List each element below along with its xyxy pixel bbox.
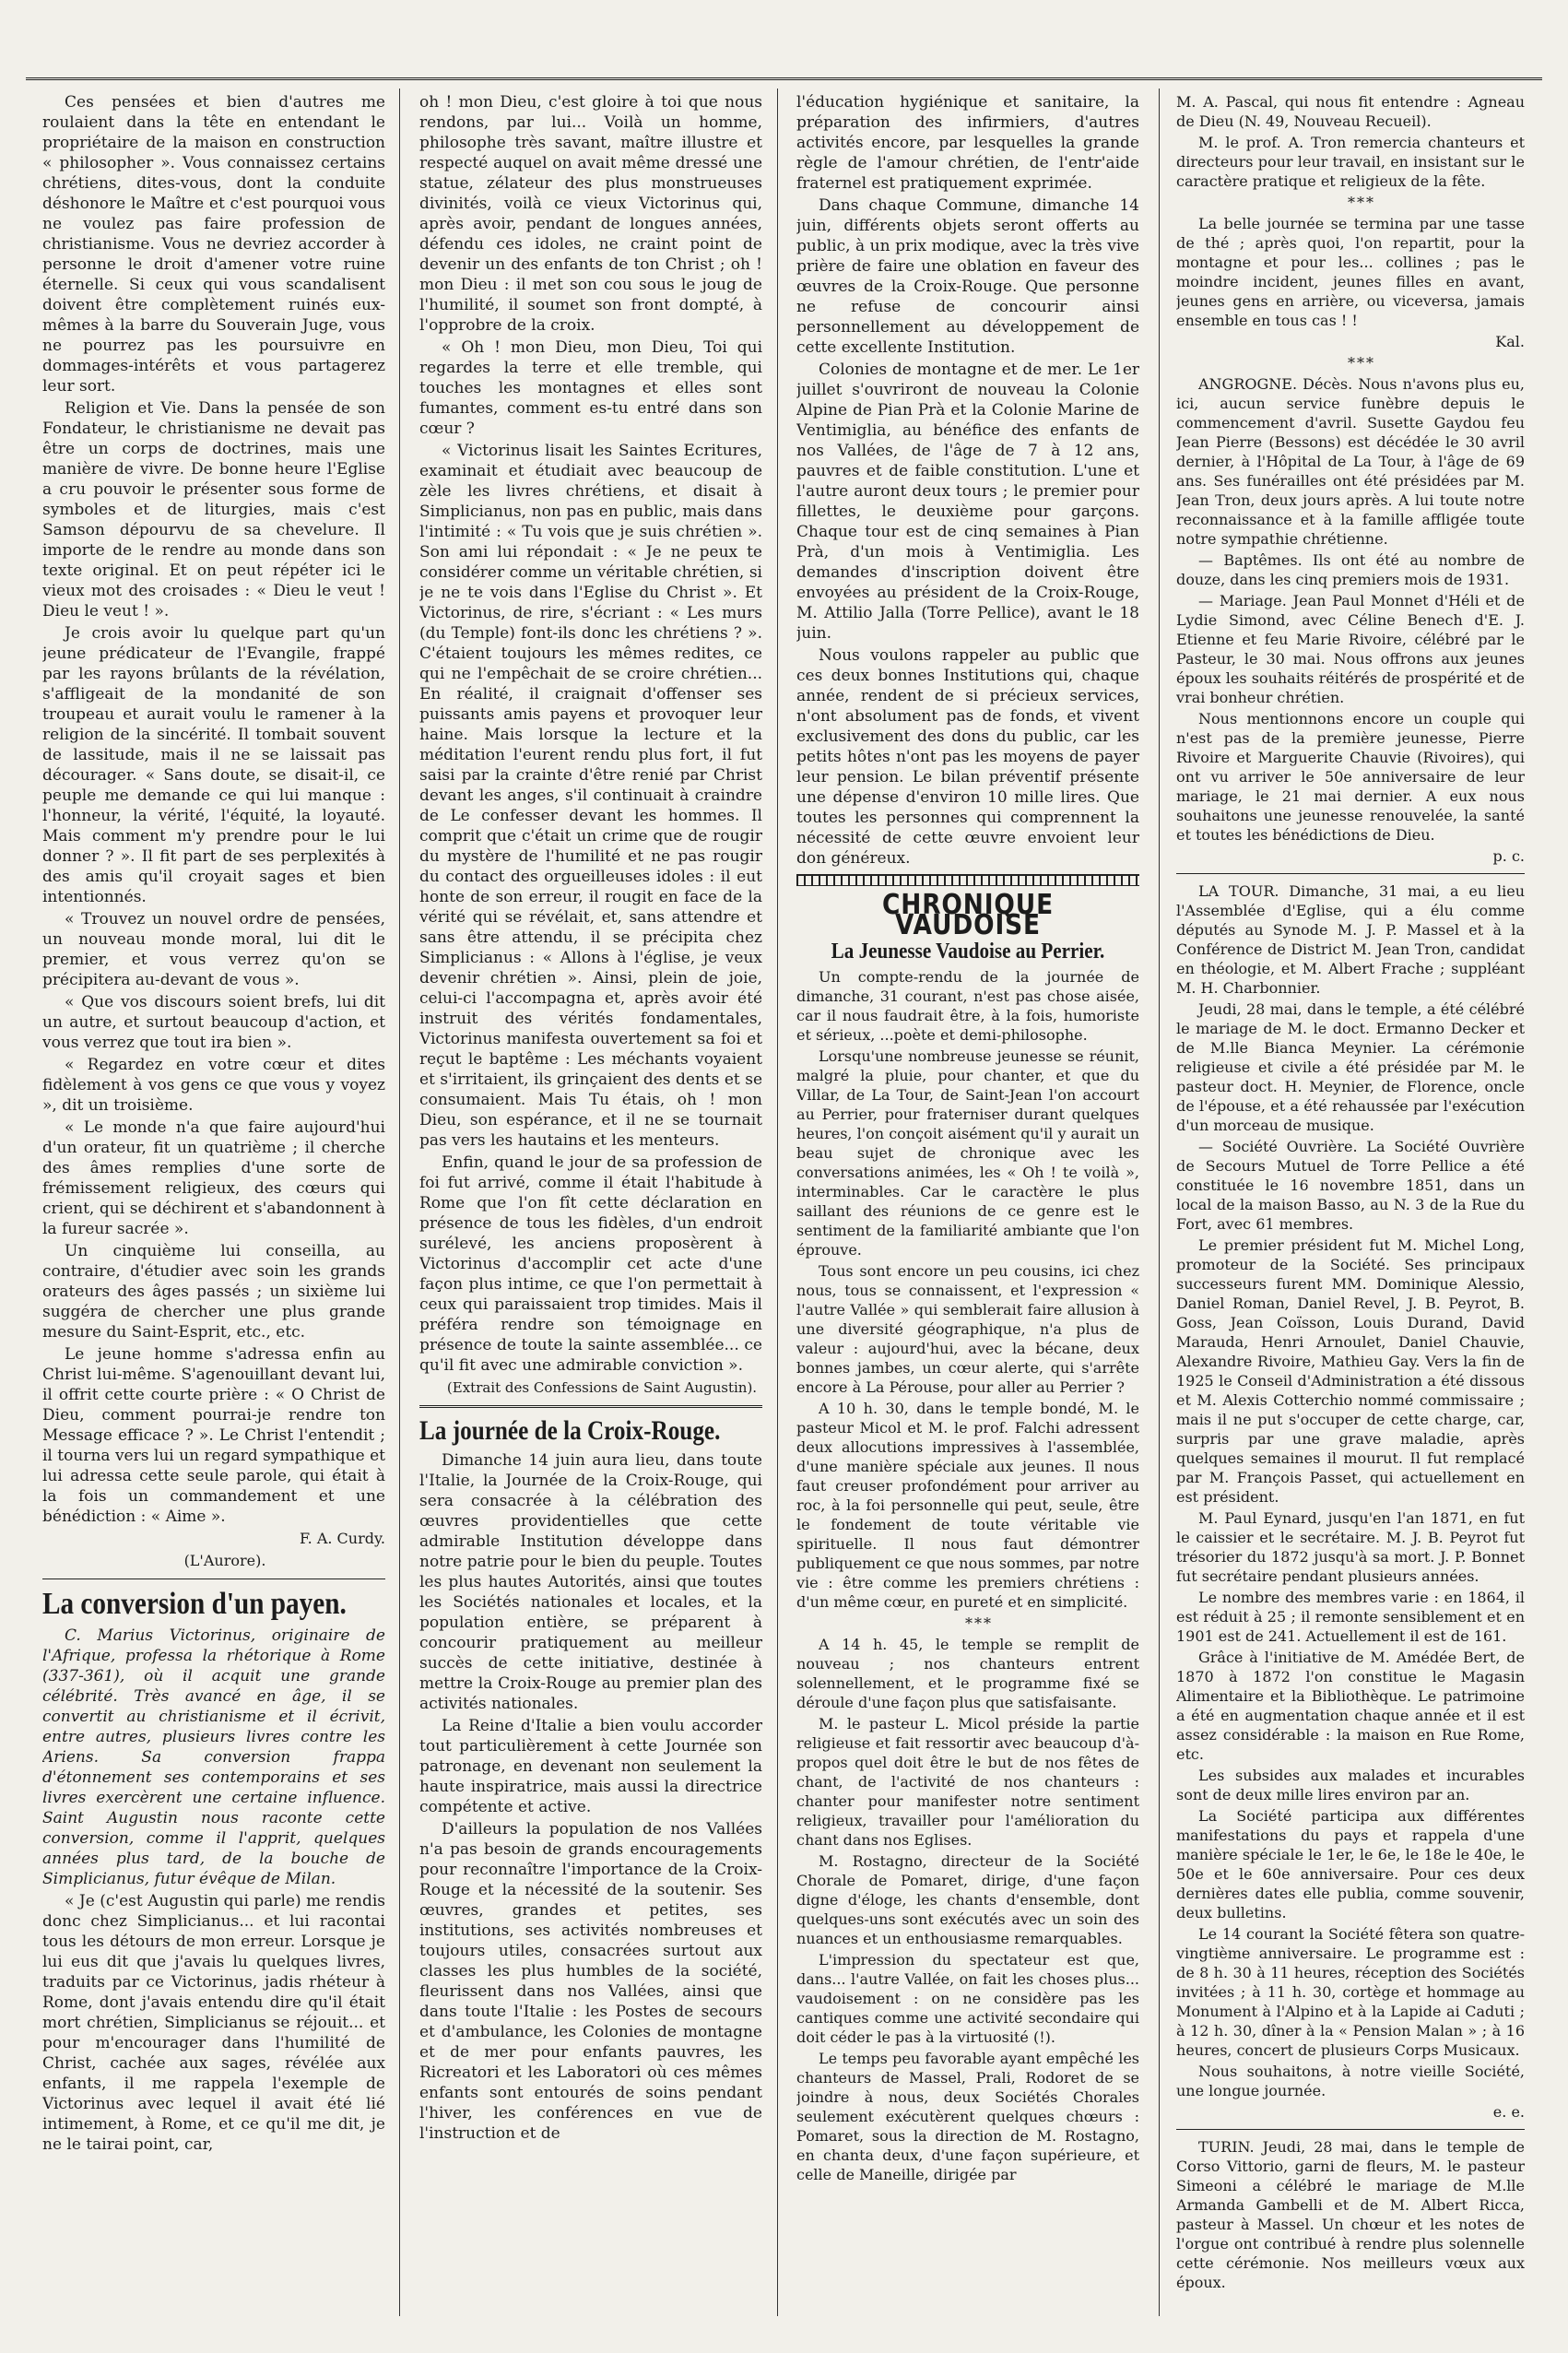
paragraph: La Société participa aux différentes manifestations du pays et rappela d'une manière spéciale le 1er, le 6e, le 18e le 40e, le 50e et le 60e anniversaire. Pour ces deux dernières dates elle publia, comme souvenir, deux bulletins. [1176, 1807, 1525, 1921]
paragraph: Nous voulons rappeler au public que ces deux bonnes Institutions qui, chaque année, rendent de si précieux services, n'ont absolument pas de fonds, et vivent exclusivement des dons du public, car les petits hôtes n'ont pas les moyens de payer leur pension. Le bilan préventif présente une dépense d'environ 10 mille lires. Que toutes les personnes qui comprennent la nécessité de cette œuvre envoient leur don généreux. [796, 646, 1139, 868]
top-rule [26, 77, 1542, 80]
paragraph: Grâce à l'initiative de M. Amédée Bert, de 1870 à 1872 l'on constitue le Magasin Alimentaire et la Bibliothèque. Le patrimoine a été en augmentation chaque année et il est assez considérable : la maison en Rue Rome, etc. [1176, 1649, 1525, 1763]
section-divider [419, 1405, 762, 1408]
separator-stars: *** [1348, 354, 1375, 372]
paragraph: M. Rostagno, directeur de la Société Chorale de Pomaret, dirige, d'une façon digne d'éloge, les chants d'ensemble, dont quelques-uns sont exécutés avec un soin des nuances et un enthousiasme remarquables. [796, 1852, 1139, 1947]
section-divider [1176, 2129, 1525, 2130]
column-2 [419, 92, 762, 2314]
paragraph: Lorsqu'une nombreuse jeunesse se réunit, malgré la pluie, pour chanter, et que du Villar, de La Tour, de Saint-Jean l'on accourt au Perrier, pour fraterniser durant quelques heures, l'on conçoit aisément qu'il y aurait un beau sujet de chronique avec les conversations animées, les « Oh ! te voilà », interminables. Car le caractère le plus saillant des réunions de ce genre est le sentiment de la familiarité ambiante que l'on éprouve. [796, 1047, 1139, 1259]
paragraph: M. le pasteur L. Micol préside la partie religieuse et fait ressortir avec beaucoup d'à-propos quel doit être le but de nos fêtes de chant, de l'activité de nos chanteurs : chanter pour manifester notre sentiment religieux, travailler pour l'amélioration du chant dans nos Eglises. [796, 1715, 1139, 1849]
paragraph: Dimanche 14 juin aura lieu, dans toute l'Italie, la Journée de la Croix-Rouge, qui sera consacrée à la célébration des œuvres providentielles que cette admirable Institution développe dans notre patrie pour le bien du peuple. Toutes les plus hautes Autorités, ainsi que toutes les Sociétés nationales et locales, et la population entière, se préparent à concourir pratiquement au meilleur succès de cette initiative, destinée à mettre la Croix-Rouge au premier plan des activités nationales. [419, 1451, 762, 1713]
paragraph: « Oh ! mon Dieu, mon Dieu, Toi qui regardes la terre et elle tremble, qui touches les montagnes et elles sont fumantes, comment es-tu entré dans son cœur ? [419, 338, 762, 438]
paragraph: Nous souhaitons, à notre vieille Société, une longue journée. [1176, 2063, 1525, 2099]
paragraph: Un compte-rendu de la journée de dimanche, 31 courant, n'est pas chose aisée, car il nous faudrait être, à la fois, humoriste et sérieux, ...poète et demi-philosophe. [796, 968, 1139, 1044]
paragraph: Nous mentionnons encore un couple qui n'est pas de la première jeunesse, Pierre Rivoire et Marguerite Chauvie (Rivoires), qui ont vu arriver le 50e anniversaire de leur mariage, le 21 mai dernier. A eux nous souhaitons une jeunesse renouvelée, la santé et toutes les bénédictions de Dieu. [1176, 710, 1525, 844]
paragraph: « Que vos discours soient brefs, lui dit un autre, et surtout beaucoup d'action, et vous verrez que tout ira bien ». [42, 993, 385, 1052]
paragraph: Religion et Vie. Dans la pensée de son Fondateur, le christianisme ne devait pas être un corps de doctrines, mais une manière de vivre. De bonne heure l'Eglise a cru pouvoir le présenter sous forme de symboles et de liturgies, mais c'est Samson dépourvu de sa chevelure. Il importe de le rendre au monde dans son texte original. Et on peut répéter ici le vieux mot des croisades : « Dieu le veut ! Dieu le veut ! ». [42, 399, 385, 621]
paragraph: Le nombre des membres varie : en 1864, il est réduit à 25 ; il remonte sensiblement et en 1901 est de 241. Actuellement il est de 161. [1176, 1589, 1525, 1645]
paragraph: LA TOUR. Dimanche, 31 mai, a eu lieu l'Assemblée d'Eglise, qui a élu comme députés au Synode M. J. P. Massel et à la Conférence de District M. Jean Tron, candidat en théologie, et M. Albert Frache ; suppléant M. H. Charbonnier. [1176, 882, 1525, 997]
paragraph: La belle journée se termina par une tasse de thé ; après quoi, l'on repartit, pour la montagne et pour les... collines ; pas le moindre incident, jeunes filles en avant, jeunes gens en arrière, ou viceversa, jamais ensemble en tous cas ! ! [1176, 215, 1525, 329]
column-4 [1176, 92, 1525, 2314]
paragraph: oh ! mon Dieu, c'est gloire à toi que nous rendons, par lui... Voilà un homme, philosophe très savant, maître illustre et respecté auquel on avait même dressé une statue, zélateur des plus monstrueuses divinités, voilà ce vieux Victorinus qui, après avoir, pendant de longues années, défendu ces idoles, ne craint point de devenir un des enfants de ton Christ ; oh ! mon Dieu : il met son cou sous le joug de l'humilité, il soumet son front dompté, à l'opprobre de la croix. [419, 93, 762, 335]
article-intro: C. Marius Victorinus, originaire de l'Afrique, professa la rhétorique à Rome (337-361), où il acquit une grande célébrité. Très avancé en âge, il se convertit au christianisme et il écrivit, entre autres, plusieurs livres contre les Ariens. Sa conversion frappa d'étonnement ses contemporains et ses livres exercèrent une certaine influence. Saint Augustin nous raconte cette conversion, comme il l'apprit, quelques années plus tard, de la bouche de Simplicianus, futur évêque de Milan. [42, 1626, 385, 1888]
signature: Kal. [1495, 333, 1525, 350]
column-rule [777, 89, 778, 2316]
paragraph: A 10 h. 30, dans le temple bondé, M. le pasteur Micol et M. le prof. Falchi adressent deux allocutions impressives à l'assemblée, d'une manière spéciale aux jeunes. Il nous faut creuser profondément pour arriver au roc, à la foi personnelle qui peut, seule, être le fondement de toute véritable vie spirituelle. Il nous faut démontrer publiquement ce que nous sommes, par notre vie : être comme les premiers chrétiens : d'un même cœur, en pureté et en simplicité. [796, 1400, 1139, 1611]
paragraph: « Trouvez un nouvel ordre de pensées, un nouveau monde moral, lui dit le premier, et vous verrez qu'on se précipitera au-devant de vous ». [42, 910, 385, 989]
paragraph: Enfin, quand le jour de sa profession de foi fut arrivé, comme il était l'habitude à Rome que l'on fît cette déclaration en présence de tous les fidèles, d'un endroit surélevé, les anciens proposèrent à Victorinus d'accomplir cet acte d'une façon plus intime, ce que l'on permettait à ceux qui paraissaient trop timides. Mais il préféra rendre son témoignage en présence de toute la sainte assemblée... ce qu'il fit avec une admirable conviction ». [419, 1153, 762, 1375]
signature: e. e. [1492, 2103, 1525, 2121]
paragraph: Dans chaque Commune, dimanche 14 juin, différents objets seront offerts au public, à un prix modique, avec la très vive prière de faire une oblation en faveur des œuvres de la Croix-Rouge. Que personne ne refuse de concourir ainsi personnellement au développement de cette excellente Institution. [796, 196, 1139, 357]
paragraph: Les subsides aux malades et incurables sont de deux mille lires environ par an. [1176, 1767, 1525, 1803]
paragraph: « Le monde n'a que faire aujourd'hui d'un orateur, fit un quatrième ; il cherche des âmes remplies d'une sorte de frémissement religieux, des cœurs qui crient, qui se déchirent et s'abandonnent à la fureur sacrée ». [42, 1118, 385, 1238]
paragraph: M. le prof. A. Tron remercia chanteurs et directeurs pour leur travail, en insistant sur le caractère pratique et religieux de la fête. [1176, 134, 1525, 190]
paragraph: ANGROGNE. Décès. Nous n'avons plus eu, ici, aucun service funèbre depuis le commencement d'avril. Susette Gaydou feu Jean Pierre (Bessons) est décédée le 30 avril dernier, à l'Hôpital de La Tour, à l'âge de 69 ans. Ses funérailles ont été présidées par M. Jean Tron, deux jours après. A lui toute notre reconnaissance et à la famille affligée toute notre sympathie chrétienne. [1176, 375, 1525, 548]
paragraph: Un cinquième lui conseilla, au contraire, d'étudier avec soin les grands orateurs des âges passés ; un sixième lui suggéra de chercher une plus grande mesure du Saint-Esprit, etc., etc. [42, 1242, 385, 1342]
paragraph: La Reine d'Italie a bien voulu accorder tout particulièrement à cette Journée son patronage, en devenant non seulement la haute inspiratrice, mais aussi la directrice compétente et active. [419, 1717, 762, 1816]
paragraph: L'impression du spectateur est que, dans... l'autre Vallée, on fait les choses plus... vaudoisement : on ne considère pas les cantiques comme une activité secondaire qui doit céder le pas à la virtuosité (!). [796, 1951, 1139, 2046]
paragraph: « Je (c'est Augustin qui parle) me rendis donc chez Simplicianus... et lui racontai tous les détours de mon erreur. Lorsque je lui eus dit que j'avais lu quelques livres, traduits par ce Victorinus, jadis rhéteur à Rome, dont j'avais entendu dire qu'il était mort chrétien, Simplicianus se réjouit... et pour m'encourager dans l'humilité de Christ, cachée aux sages, révélée aux enfants, il me rappela l'exemple de Victorinus avec lequel il avait été lié intimement, à Rome, et ce qu'il me dit, je ne le tairai point, car, [42, 1892, 385, 2154]
column-rule [399, 89, 400, 2316]
section-divider [1176, 873, 1525, 874]
paragraph: Jeudi, 28 mai, dans le temple, a été célébré le mariage de M. le doct. Ermanno Decker et de M.lle Bianca Meynier. La cérémonie religieuse et civile a été présidée par M. le pasteur doct. H. Meynier, de Florence, oncle de l'épouse, et a été rehaussée par l'exécution d'un morceau de musique. [1176, 1000, 1525, 1134]
paragraph: — Société Ouvrière. La Société Ouvrière de Secours Mutuel de Torre Pellice a été constituée le 16 novembre 1851, dans un local de la maison Basso, au N. 3 de la Rue du Fort, avec 61 membres. [1176, 1138, 1525, 1233]
paragraph: D'ailleurs la population de nos Vallées n'a pas besoin de grands encouragements pour reconnaître l'importance de la Croix-Rouge et la nécessité de la soutenir. Ses œuvres, grandes et petites, ses institutions, ses activités nombreuses et toujours utiles, consacrées surtout aux classes les plus humbles de la société, fleurissent dans nos Vallées, ainsi que dans toute l'Italie : les Postes de secours et d'ambulance, les Colonies de montagne et de mer pour enfants pauvres, les Ricreatori et les Laboratori où ces mêmes enfants sont entourés de soins pendant l'hiver, les conférences en vue de l'instruction et de [419, 1820, 762, 2143]
article-title: La conversion d'un payen. [42, 1587, 347, 1621]
signature: F. A. Curdy. [300, 1530, 385, 1547]
article-body [796, 967, 1139, 2184]
paragraph: TURIN. Jeudi, 28 mai, dans le temple de Corso Vittorio, garni de fleurs, M. le pasteur Simeoni a célébré le mariage de M.lle Armanda Gambelli et de M. Albert Ricca, pasteur à Massel. Un chœur et les notes de l'orgue ont contribué à rendre plus solennelle cette cérémonie. Nos meilleurs vœux aux époux. [1176, 2138, 1525, 2291]
signature: p. c. [1492, 847, 1525, 865]
section-title: CHRONIQUE VAUDOISE [881, 889, 1054, 941]
paragraph: Colonies de montagne et de mer. Le 1er juillet s'ouvriront de nouveau la Colonie Alpine de Pian Prà et la Colonie Marine de Ventimiglia, au bénéfice des enfants de nos Vallées, de l'âge de 7 à 12 ans, pauvres et de faible constitution. L'une et l'autre auront deux tours ; le premier pour fillettes, le deuxième pour garçons. Chaque tour est de cinq semaines à Pian Prà, d'un mois à Ventimiglia. Les demandes d'inscription doivent être envoyées au président de la Croix-Rouge, M. Attilio Jalla (Torre Pellice), avant le 18 juin. [796, 361, 1139, 643]
paragraph: Ces pensées et bien d'autres me roulaient dans la tête en entendant le propriétaire de la maison en construction « philosopher ». Vous connaissez certains chrétiens, dites-vous, dont la conduite déshonore le Maître et c'est pourquoi vous ne voulez pas faire profession de christianisme. Vous ne devriez accorder à personne le droit d'amener votre ruine éternelle. Si ceux qui vous scandalisent doivent être complètement ruinés eux-mêmes à la barre du Souverain Juge, vous ne pourrez pas les poursuivre en dommages-intérêts et vous partagerez leur sort. [42, 93, 385, 396]
paragraph: Le premier président fut M. Michel Long, promoteur de la Société. Ses principaux successeurs furent MM. Dominique Alessio, Daniel Roman, Daniel Revel, J. B. Peyrot, B. Goss, Jean Coïsson, Louis Durand, David Marauda, Henri Arnoulet, Daniel Chauvie, Alexandre Rivoire, Mathieu Gay. Vers la fin de 1925 le Conseil d'Administration a été dissous et M. Alexis Cotterchio nommé commissaire ; mais il ne put s'occuper de cette charge, car, surpris par une grave maladie, après quelques semaines il mourut. Il fut remplacé par M. François Passet, qui actuellement en est président. [1176, 1236, 1525, 1506]
source-note: (L'Aurore). [183, 1552, 266, 1569]
paragraph: A 14 h. 45, le temple se remplit de nouveau ; nos chanteurs entrent solennellement, et le programme fixé se déroule d'une façon plus que satisfaisante. [796, 1636, 1139, 1711]
paragraph: l'éducation hygiénique et sanitaire, la préparation des infirmiers, d'autres activités encore, par lesquelles la grande règle de l'amour chrétien, de l'entr'aide fraternel est pratiquement exprimée. [796, 93, 1139, 193]
column-rule [1159, 89, 1160, 2316]
source-note: (Extrait des Confessions de Saint Augustin). [446, 1379, 758, 1396]
column-3 [796, 92, 1139, 2314]
column-1 [42, 92, 385, 2314]
paragraph: — Mariage. Jean Paul Monnet d'Héli et de Lydie Simond, avec Céline Benech d'E. J. Etienne et feu Marie Rivoire, célébré par le Pasteur, le 30 mai. Nous offrons aux jeunes époux les souhaits réitérés de prospérité et de vrai bonheur chrétien. [1176, 592, 1525, 706]
article-title: La Jeunesse Vaudoise au Perrier. [831, 940, 1105, 964]
paragraph: Le jeune homme s'adressa enfin au Christ lui-même. S'agenouillant devant lui, il offrit cette courte prière : « O Christ de Dieu, comment pourrai-je rendre ton Message efficace ? ». Le Christ l'entendit ; il tourna vers lui un regard sympathique et lui adressa cette seule parole, qui était à la fois un commandement et une bénédiction : « Aime ». [42, 1345, 385, 1526]
ornament-divider [796, 874, 1139, 886]
paragraph: Je crois avoir lu quelque part qu'un jeune prédicateur de l'Evangile, frappé par les rayons brûlants de la révélation, s'affligeait de la mondanité de son troupeau et aurait voulu le ramener à la religion de la sincérité. Il tombait souvent de lassitude, mais il ne se laissait pas décourager. « Sans doute, se disait-il, ce peuple me demande ce qui lui manque : l'honneur, la vérité, l'équité, la loyauté. Mais comment m'y prendre pour le lui donner ? ». Il fit part de ses perplexités à des amis qu'il croyait sages et bien intentionnés. [42, 624, 385, 906]
paragraph: « Victorinus lisait les Saintes Ecritures, examinait et étudiait avec beaucoup de zèle les livres chrétiens, et disait à Simplicianus, non pas en public, mais dans l'intimité : « Tu vois que je suis chrétien ». Son ami lui répondait : « Je ne peux te considérer comme un véritable chrétien, si je ne te vois dans l'Eglise du Christ ». Et Victorinus, de rire, s'écriant : « Les murs (du Temple) font-ils donc les chrétiens ? ». C'étaient toujours les mêmes redites, ce qui ne l'empêchait de se croire chrétien... En réalité, il craignait d'offenser ses puissants amis payens et provoquer leur haine. Mais lorsque la lecture et la méditation l'eurent rendu plus fort, il fut saisi par la crainte d'être renié par Christ devant les anges, s'il continuait à craindre de Le confesser devant les hommes. Il comprit que c'était un crime que de rougir du mystère de l'humilité et ne pas rougir du contact des orgueilleuses idoles : il eut honte de son erreur, il rougit en face de la vérité qui se révélait, et, sans attendre et sans être attendu, il se précipita chez Simplicianus : « Allons à l'église, je veux devenir chrétien ». Ainsi, plein de joie, celui-ci l'accompagna et, après avoir été instruit des vérités fondamentales, Victorinus manifesta ouvertement sa foi et reçut le baptême : Les méchants voyaient et s'irritaient, ils grinçaient des dents et se consumaient. Mais Tu étais, oh ! mon Dieu, son espérance, et il ne se tournait pas vers les hautains et les menteurs. [419, 442, 762, 1150]
paragraph: Tous sont encore un peu cousins, ici chez nous, tous se connaissent, et l'expression « l'autre Vallée » qui semblerait faire allusion à une diversité géographique, n'a plus de valeur : aujourd'hui, avec la bécane, deux bonnes jambes, un cœur alerte, qui s'arrête encore à La Pérouse, pour aller au Perrier ? [796, 1262, 1139, 1396]
paragraph: — Baptêmes. Ils ont été au nombre de douze, dans les cinq premiers mois de 1931. [1176, 551, 1525, 588]
paragraph: M. Paul Eynard, jusqu'en l'an 1871, en fut le caissier et le secrétaire. M. J. B. Peyrot fut trésorier du 1872 jusqu'à sa mort. J. P. Bonnet fut secrétaire pendant plusieurs années. [1176, 1509, 1525, 1585]
paragraph: « Regardez en votre cœur et dites fidèlement à vos gens ce que vous y voyez », dit un troisième. [42, 1056, 385, 1115]
article-title: La journée de la Croix-Rouge. [419, 1415, 721, 1446]
paragraph: M. A. Pascal, qui nous fit entendre : Agneau de Dieu (N. 49, Nouveau Recueil). [1176, 93, 1525, 130]
separator-stars: *** [1348, 194, 1375, 211]
paragraph: Le 14 courant la Société fêtera son quatre-vingtième anniversaire. Le programme est : de 8 h. 30 à 11 heures, réception des Sociétés invitées ; à 11 h. 30, cortège et hommage au Monument à l'Alpino et à la Lapide ai Caduti ; à 12 h. 30, dîner à la « Pension Malan » ; à 16 heures, concert de plusieurs Corps Musicaux. [1176, 1925, 1525, 2059]
paragraph: Le temps peu favorable ayant empêché les chanteurs de Massel, Prali, Rodoret de se joindre à nous, deux Sociétés Chorales seulement exécutèrent quelques chœurs : Pomaret, sous la direction de M. Rostagno, en chanta deux, d'une façon supérieure, et celle de Maneille, dirigée par [796, 2050, 1139, 2183]
separator-stars: *** [965, 1614, 993, 1632]
